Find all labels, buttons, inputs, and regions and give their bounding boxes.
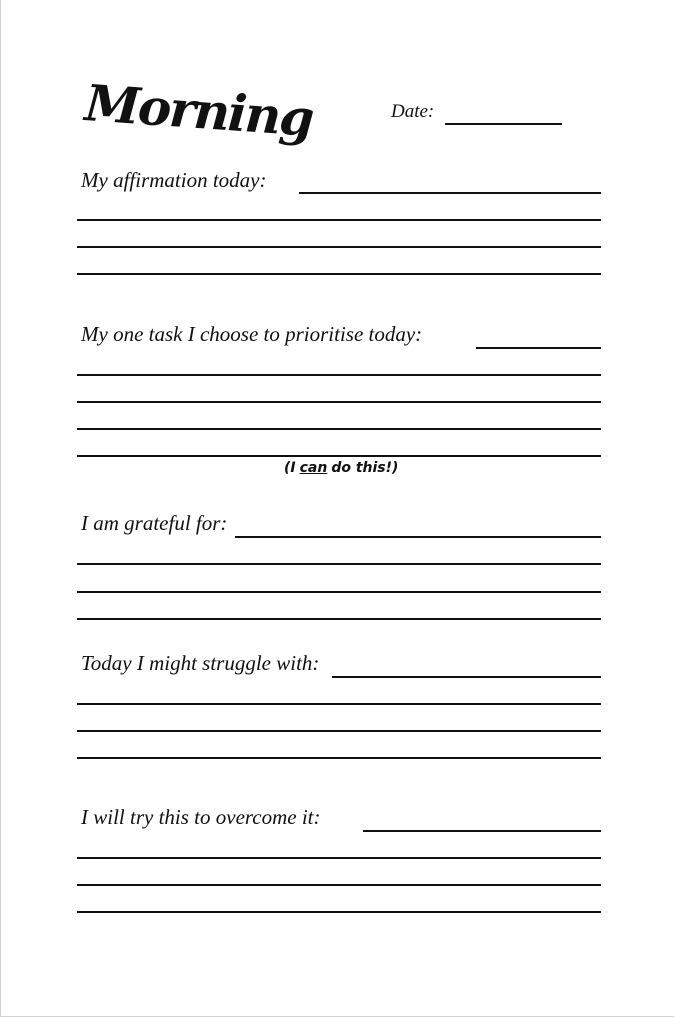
- struggle-line[interactable]: [77, 730, 601, 732]
- grateful-line[interactable]: [77, 618, 601, 620]
- affirmation-prompt: My affirmation today:: [81, 168, 267, 192]
- struggle-prompt: Today I might struggle with:: [81, 651, 320, 675]
- overcome-line[interactable]: [77, 911, 601, 913]
- affirmation-inline-line[interactable]: [299, 192, 601, 194]
- priority-task-prompt: My one task I choose to prioritise today:: [81, 322, 423, 346]
- affirmation-line[interactable]: [77, 219, 601, 221]
- page-title: Morning: [82, 73, 315, 148]
- overcome-line[interactable]: [77, 857, 601, 859]
- grateful-line[interactable]: [77, 563, 601, 565]
- encouragement-after: do this!): [331, 460, 399, 476]
- overcome-inline-line[interactable]: [363, 830, 601, 832]
- date-field[interactable]: [445, 123, 562, 125]
- struggle-inline-line[interactable]: [332, 676, 601, 678]
- affirmation-line[interactable]: [77, 246, 601, 248]
- encouragement-emphasis: can: [299, 460, 328, 476]
- priority-task-line[interactable]: [77, 428, 601, 430]
- priority-task-line[interactable]: [77, 374, 601, 376]
- struggle-line[interactable]: [77, 757, 601, 759]
- grateful-line[interactable]: [77, 591, 601, 593]
- encouragement-before: (I: [284, 460, 296, 476]
- grateful-prompt: I am grateful for:: [81, 511, 228, 535]
- struggle-line[interactable]: [77, 703, 601, 705]
- priority-task-line[interactable]: [77, 455, 601, 457]
- affirmation-line[interactable]: [77, 273, 601, 275]
- overcome-prompt: I will try this to overcome it:: [81, 805, 321, 829]
- encouragement-note: [284, 460, 398, 476]
- priority-task-inline-line[interactable]: [476, 347, 601, 349]
- grateful-inline-line[interactable]: [235, 536, 601, 538]
- date-label: Date:: [391, 101, 435, 122]
- overcome-line[interactable]: [77, 884, 601, 886]
- priority-task-line[interactable]: [77, 401, 601, 403]
